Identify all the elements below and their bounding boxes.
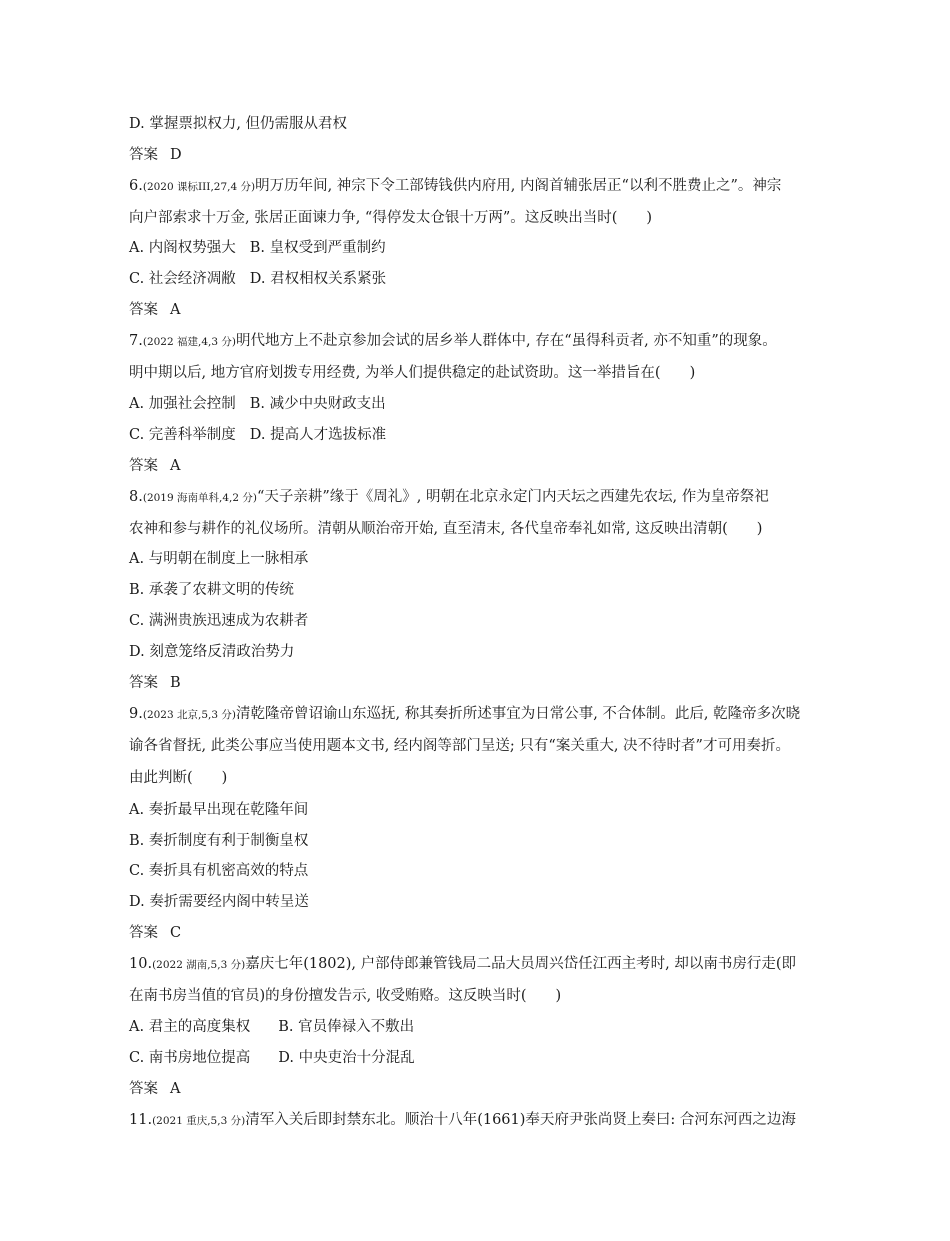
answer-value: B [170,675,181,691]
question-stem: 明万历年间, 神宗下令工部铸钱供内府用, 内阁首辅张居正“以利不胜费止之”。神宗 [255,178,782,194]
question-number: 10. [129,956,153,972]
answer-label: 答案 [129,1081,158,1097]
q6-stem-line-1 [129,176,823,197]
option-a: A. 加强社会控制 [129,396,236,412]
question-number: 9. [129,706,143,722]
q7-options-ab [129,394,823,414]
option-d: D. 中央吏治十分混乱 [278,1050,415,1066]
q9-option-c: C. 奏折具有机密高效的特点 [129,863,309,879]
option-c: C. 完善科举制度 [129,427,236,443]
answer-label: 答案 [129,458,158,474]
q6-options-cd [129,269,823,289]
option-d: D. 提高人才选拔标准 [249,427,387,443]
answer-value: A [170,458,181,474]
q10-stem-line-1 [129,954,823,975]
q6-stem-line-2: 向户部索求十万金, 张居正面谏力争, “得停发太仓银十万两”。这反映出当时( ) [129,210,653,226]
q9-option-b: B. 奏折制度有利于制衡皇权 [129,833,309,849]
question-source: (2019 海南单科,4,2 分) [142,492,257,504]
q9-stem-line-3: 由此判断( ) [129,770,228,786]
option-a: A. 内阁权势强大 [129,240,236,256]
q5-option-d: D. 掌握票拟权力, 但仍需服从君权 [129,116,348,132]
q6-options-ab [129,238,823,258]
q8-option-b: B. 承袭了农耕文明的传统 [129,582,294,598]
option-b: B. 皇权受到严重制约 [249,240,386,256]
question-number: 6. [129,178,143,194]
question-source: (2022 福建,4,3 分) [142,336,236,348]
answer-label: 答案 [129,147,158,163]
answer-label: 答案 [129,925,158,941]
q8-stem-line-1 [129,487,823,508]
question-stem: “天子亲耕”缘于《周礼》, 明朝在北京永定门内天坛之西建先农坛, 作为皇帝祭祀 [256,489,769,505]
q8-option-c: C. 满洲贵族迅速成为农耕者 [129,613,309,629]
option-b: B. 减少中央财政支出 [249,396,386,412]
option-b: B. 官员俸禄入不敷出 [278,1019,415,1035]
q7-options-cd [129,425,823,445]
option-c: C. 南书房地位提高 [129,1050,251,1066]
question-stem: 明代地方上不赴京参加会试的居乡举人群体中, 存在“虽得科贡者, 亦不知重”的现象。 [235,333,777,349]
answer-value: A [170,1081,181,1097]
q9-stem-line-1 [129,704,823,725]
question-number: 7. [129,333,143,349]
q10-options-ab [129,1017,823,1037]
question-source: (2023 北京,5,3 分) [142,709,236,721]
q9-stem-line-2: 谕各省督抚, 此类公事应当使用题本文书, 经内阁等部门呈送; 只有“案关重大, 决不待时者”才可用奏折。 [129,738,790,754]
question-number: 8. [129,489,143,505]
option-a: A. 君主的高度集权 [129,1019,251,1035]
answer-value: C [170,925,182,941]
question-source: (2022 湖南,5,3 分) [152,959,246,971]
q10-options-cd [129,1048,823,1068]
q9-answer [129,923,823,943]
option-c: C. 社会经济凋敝 [129,271,236,287]
answer-label: 答案 [129,675,158,691]
question-stem: 清乾隆帝曾诏谕山东巡抚, 称其奏折所述事宜为日常公事, 不合体制。此后, 乾隆帝多次晓 [235,706,801,722]
q7-answer [129,456,823,476]
question-stem: 嘉庆七年(1802), 户部侍郎兼管钱局二品大员周兴岱任江西主考时, 却以南书房行走(即 [245,956,797,972]
answer-value: D [170,147,182,163]
answer-label: 答案 [129,302,158,318]
q7-stem-line-1 [129,331,823,352]
question-stem: 清军入关后即封禁东北。顺治十八年(1661)奉天府尹张尚贤上奏曰: 合河东河西之边海 [245,1112,796,1128]
q9-option-a: A. 奏折最早出现在乾隆年间 [129,802,309,818]
q10-stem-line-2: 在南书房当值的官员)的身份擅发告示, 收受贿赂。这反映当时( ) [129,988,562,1004]
q6-answer [129,300,823,320]
q8-option-a: A. 与明朝在制度上一脉相承 [129,551,309,567]
q9-option-d: D. 奏折需要经内阁中转呈送 [129,894,309,910]
q10-answer [129,1079,823,1099]
q8-stem-line-2: 农神和参与耕作的礼仪场所。清朝从顺治帝开始, 直至清末, 各代皇帝奉礼如常, 这反映出清朝( ) [129,521,763,537]
q7-stem-line-2: 明中期以后, 地方官府划拨专用经费, 为举人们提供稳定的赴试资助。这一举措旨在( ) [129,365,696,381]
q11-stem-line-1 [129,1110,823,1131]
q5-answer [129,145,823,165]
option-d: D. 君权相权关系紧张 [249,271,387,287]
q8-answer [129,673,823,693]
question-source: (2020 课标III,27,4 分) [142,181,256,193]
question-number: 11. [129,1112,153,1128]
q8-option-d: D. 刻意笼络反清政治势力 [129,644,295,660]
answer-value: A [170,302,181,318]
question-source: (2021 重庆,5,3 分) [152,1115,246,1127]
